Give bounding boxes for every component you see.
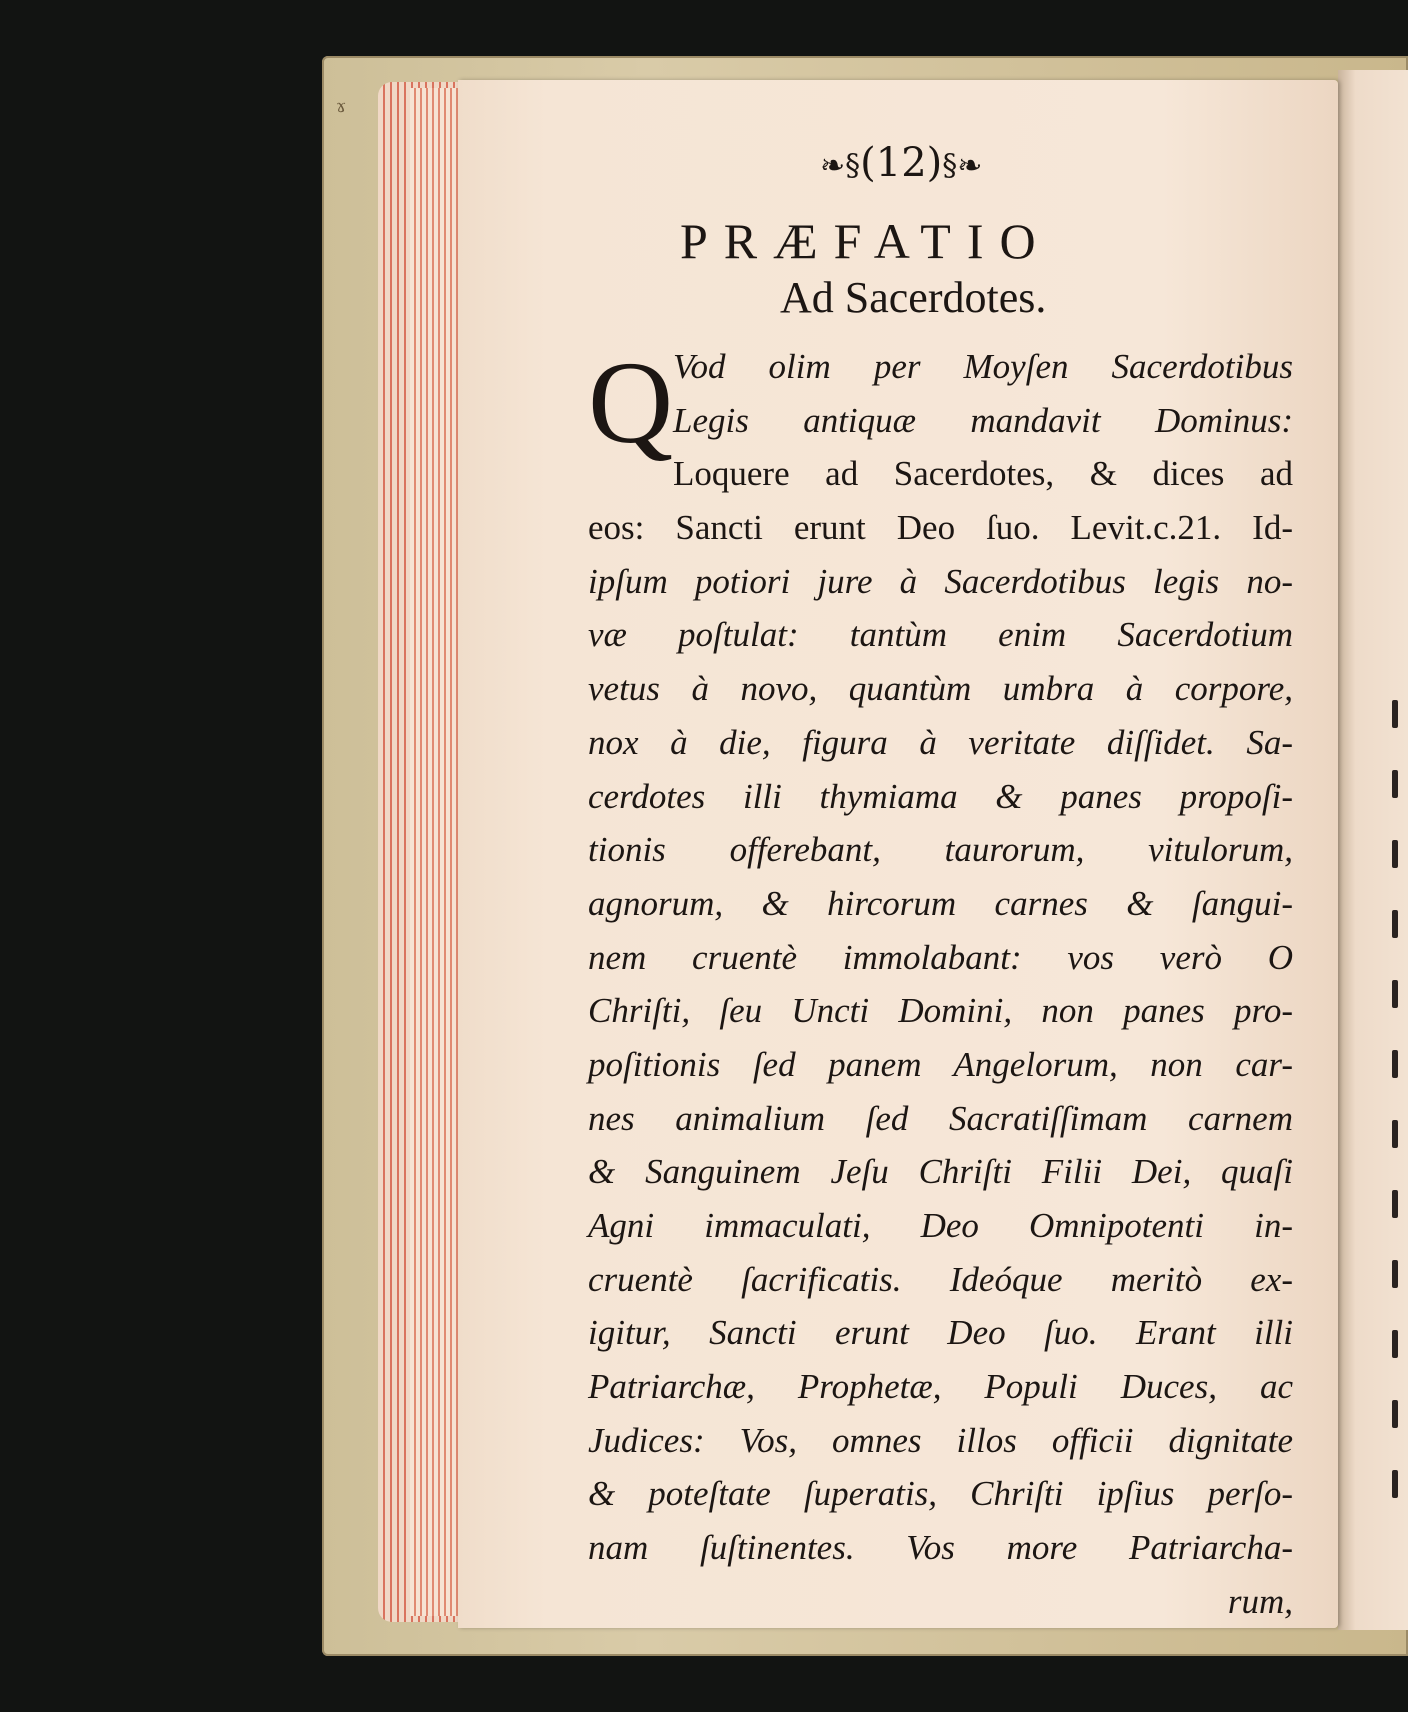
- text-line: igitur, Sancti erunt Deo ſuo. Erant illi: [588, 1313, 1293, 1353]
- text-line: nox à die, figura à veritate diſſidet. Sa-: [588, 722, 1293, 762]
- drop-cap: Q: [588, 337, 674, 468]
- facing-page-text-fragments: [1392, 700, 1408, 1540]
- text-line: Loquere ad Sacerdotes, & dices ad: [673, 454, 1293, 494]
- page-header: ❧§(12)§❧: [820, 140, 983, 186]
- text-line: vetus à novo, quantùm umbra à corpore,: [588, 669, 1293, 709]
- text-line: Judices: Vos, omnes illos officii dignitate: [588, 1420, 1293, 1460]
- left-ornament: ❧§: [820, 148, 861, 184]
- text-line: væ poſtulat: tantùm enim Sacerdotium: [588, 615, 1293, 655]
- text-line: Chriſti, ſeu Uncti Domini, non panes pro-: [588, 991, 1293, 1031]
- text-line: Patriarchæ, Prophetæ, Populi Duces, ac: [588, 1367, 1293, 1407]
- page-subtitle: Ad Sacerdotes.: [780, 273, 1047, 322]
- text-line: nem cruentè immolabant: vos verò O: [588, 937, 1293, 977]
- text-line: ipſum potiori jure à Sacerdotibus legis no-: [588, 561, 1293, 601]
- text-line: tionis offerebant, taurorum, vitulorum,: [588, 830, 1293, 870]
- cover-mark: ɤ: [336, 96, 347, 117]
- text-line: & poteſtate ſuperatis, Chriſti ipſius perſo-: [588, 1474, 1293, 1514]
- text-line: Agni immaculati, Deo Omnipotenti in-: [588, 1206, 1293, 1245]
- catchword: rum,: [1227, 1581, 1293, 1621]
- text-line: nes animalium ſed Sacratiſſimam carnem: [588, 1098, 1293, 1138]
- text-line: Legis antiquæ mandavit Dominus:: [673, 400, 1293, 440]
- text-line: Vod olim per Moyſen Sacerdotibus: [673, 347, 1293, 386]
- text-line: & Sanguinem Jeſu Chriſti Filii Dei, quaſi: [588, 1152, 1293, 1192]
- text-line: eos: Sancti erunt Deo ſuo. Levit.c.21. Id-: [588, 508, 1293, 548]
- text-line: cerdotes illi thymiama & panes propoſi-: [588, 776, 1293, 816]
- page-title: PRÆFATIO: [680, 213, 1052, 269]
- right-ornament: §❧: [942, 148, 983, 184]
- text-line: cruentè ſacrificatis. Ideóque meritò ex-: [588, 1259, 1293, 1299]
- page-number: 12: [875, 140, 927, 186]
- text-line: agnorum, & hircorum carnes & ſangui-: [588, 883, 1293, 923]
- text-line: nam ſuſtinentes. Vos more Patriarcha-: [588, 1528, 1293, 1568]
- text-line: poſitionis ſed panem Angelorum, non car-: [588, 1044, 1293, 1084]
- page-edges-inner: [410, 88, 460, 1616]
- body-text: [588, 337, 1293, 1629]
